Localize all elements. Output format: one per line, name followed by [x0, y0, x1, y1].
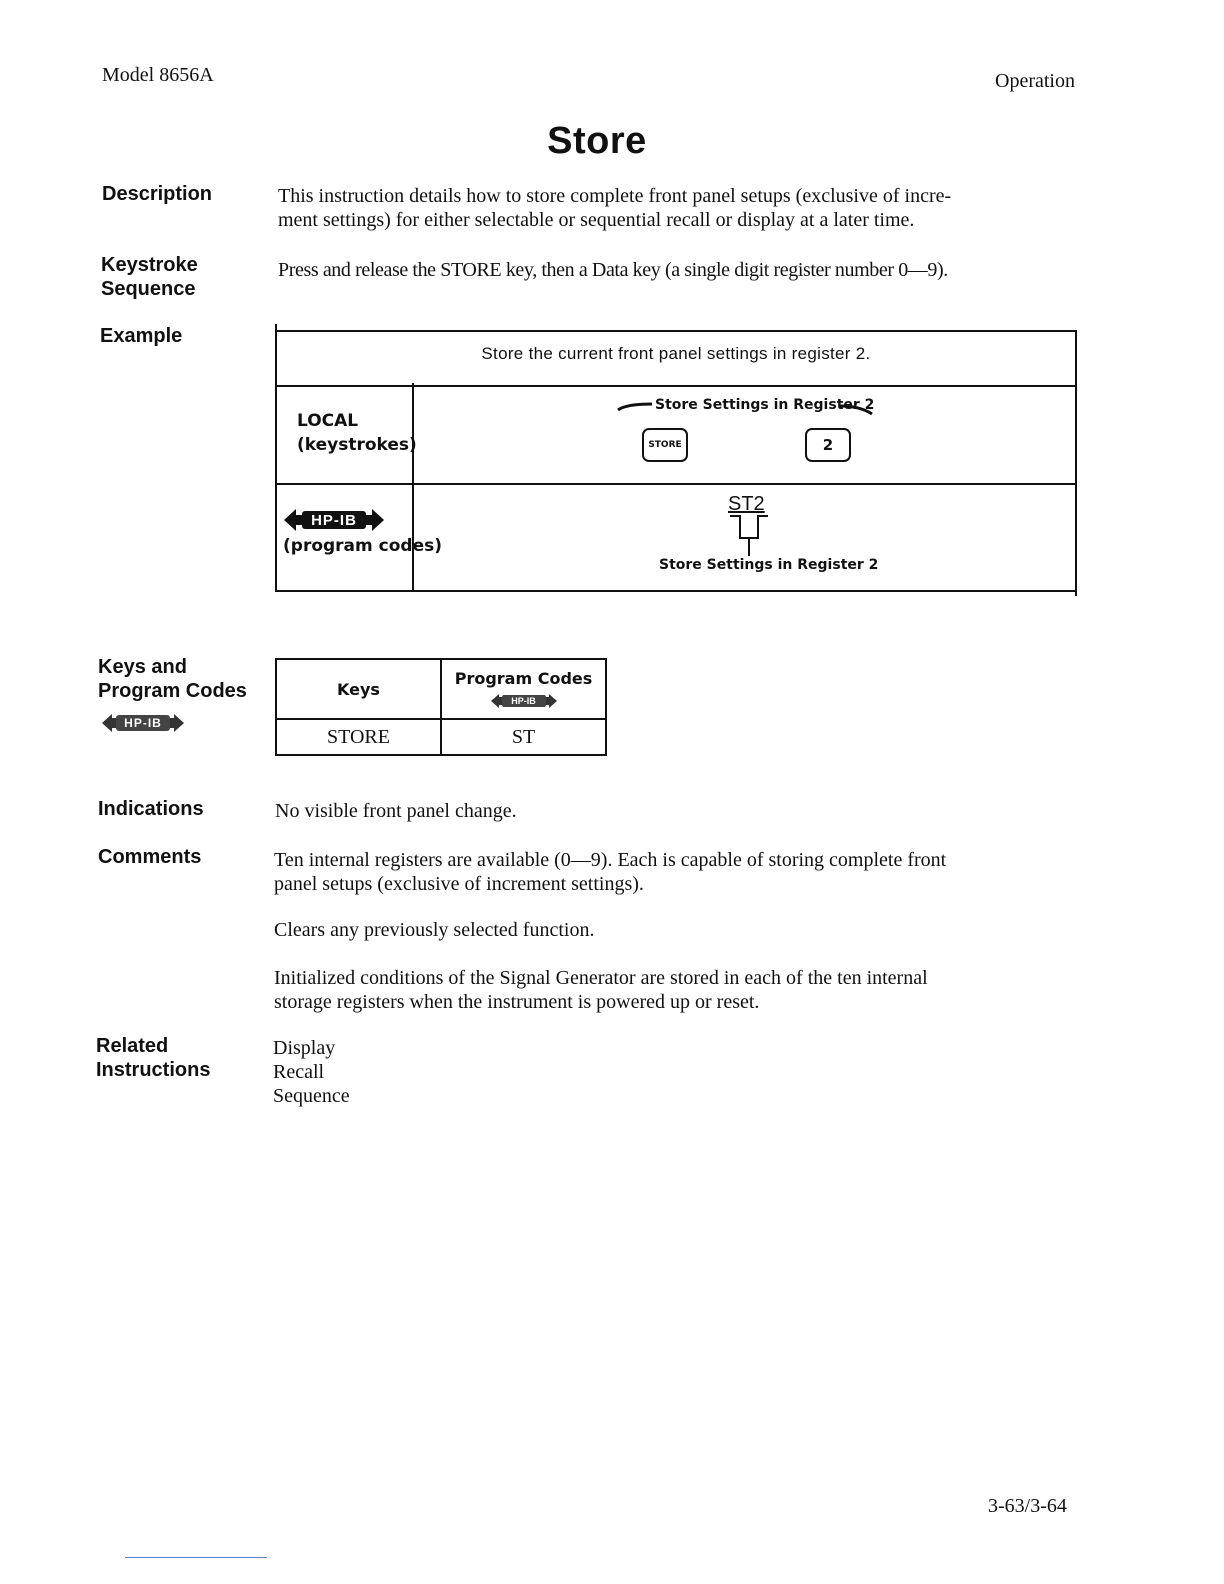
col-codes-hpib-icon — [442, 692, 605, 710]
col-codes-hpib-text: HP-IB — [511, 695, 536, 706]
section-header: Operation — [995, 70, 1075, 92]
row-code-cell: ST — [441, 719, 606, 755]
local-label-line-2: (keystrokes) — [297, 435, 417, 455]
related-label-line-1: Related — [96, 1035, 169, 1057]
related-list — [273, 1036, 350, 1108]
page-title: Store — [547, 120, 647, 162]
description-line-2: ment settings) for either selectable or sequential recall or display at a later time. — [278, 209, 915, 231]
keys-codes-label-line-1: Keys and — [98, 656, 187, 678]
col-codes-text: Program Codes — [454, 668, 593, 688]
comments-p3-line-2: storage registers when the instrument is powered up or reset. — [274, 991, 760, 1013]
local-label — [297, 409, 417, 457]
indications-text: No visible front panel change. — [275, 800, 517, 822]
comments-p3-line-1: Initialized conditions of the Signal Generator are stored in each of the ten internal — [274, 967, 928, 989]
store-key-icon: STORE — [642, 428, 688, 462]
keys-codes-header-row — [276, 659, 606, 719]
col-keys-header — [276, 659, 441, 719]
model-header: Model 8656A — [102, 64, 214, 86]
indications-label: Indications — [98, 798, 204, 820]
comments-p1-line-2: panel setups (exclusive of increment settings). — [274, 873, 644, 895]
program-code-bracket-icon — [728, 514, 770, 558]
hpib-badge-icon — [282, 505, 386, 535]
keystroke-label-line-1: Keystroke — [101, 254, 198, 276]
keys-codes-label — [98, 655, 247, 703]
program-code: ST2 — [728, 493, 765, 515]
comments-paragraph-3 — [274, 966, 928, 1014]
keys-codes-table — [275, 658, 607, 756]
local-annotation: Store Settings in Register 2 — [655, 397, 875, 413]
col-keys-text: Keys — [337, 679, 380, 699]
comments-label: Comments — [98, 846, 202, 868]
related-item-display: Display — [273, 1037, 336, 1059]
description-line-1: This instruction details how to store complete front panel setups (exclusive of incre- — [278, 185, 952, 207]
example-label: Example — [100, 325, 183, 347]
related-item-sequence: Sequence — [273, 1085, 350, 1107]
keystroke-text: Press and release the STORE key, then a Data key (a single digit register number 0—9). — [278, 259, 948, 281]
col-codes-header — [441, 659, 606, 719]
digit-2-key-icon: 2 — [805, 428, 851, 462]
description-label: Description — [102, 183, 213, 205]
keys-codes-hpib-icon — [100, 710, 186, 736]
table-row — [276, 719, 606, 755]
local-label-line-1: LOCAL — [297, 411, 359, 431]
row-key-cell: STORE — [276, 719, 441, 755]
related-label-line-2: Instructions — [96, 1059, 211, 1081]
hpib-badge-text: HP-IB — [311, 511, 357, 529]
comments-p1-line-1: Ten internal registers are available (0—9). Each is capable of storing complete front — [274, 849, 947, 871]
keys-codes-label-line-2: Program Codes — [98, 680, 247, 702]
related-item-recall: Recall — [273, 1061, 325, 1083]
keystroke-label-line-2: Sequence — [101, 278, 196, 300]
related-label — [96, 1034, 210, 1082]
page-number: 3-63/3-64 — [988, 1495, 1067, 1517]
program-annotation: Store Settings in Register 2 — [659, 557, 879, 573]
program-codes-label: (program codes) — [283, 536, 443, 556]
comments-paragraph-2: Clears any previously selected function. — [274, 919, 595, 941]
comments-paragraph-1 — [274, 848, 946, 896]
footer-rule — [125, 1557, 267, 1558]
keys-codes-hpib-text: HP-IB — [124, 716, 162, 730]
example-caption: Store the current front panel settings in register 2. — [481, 344, 871, 363]
